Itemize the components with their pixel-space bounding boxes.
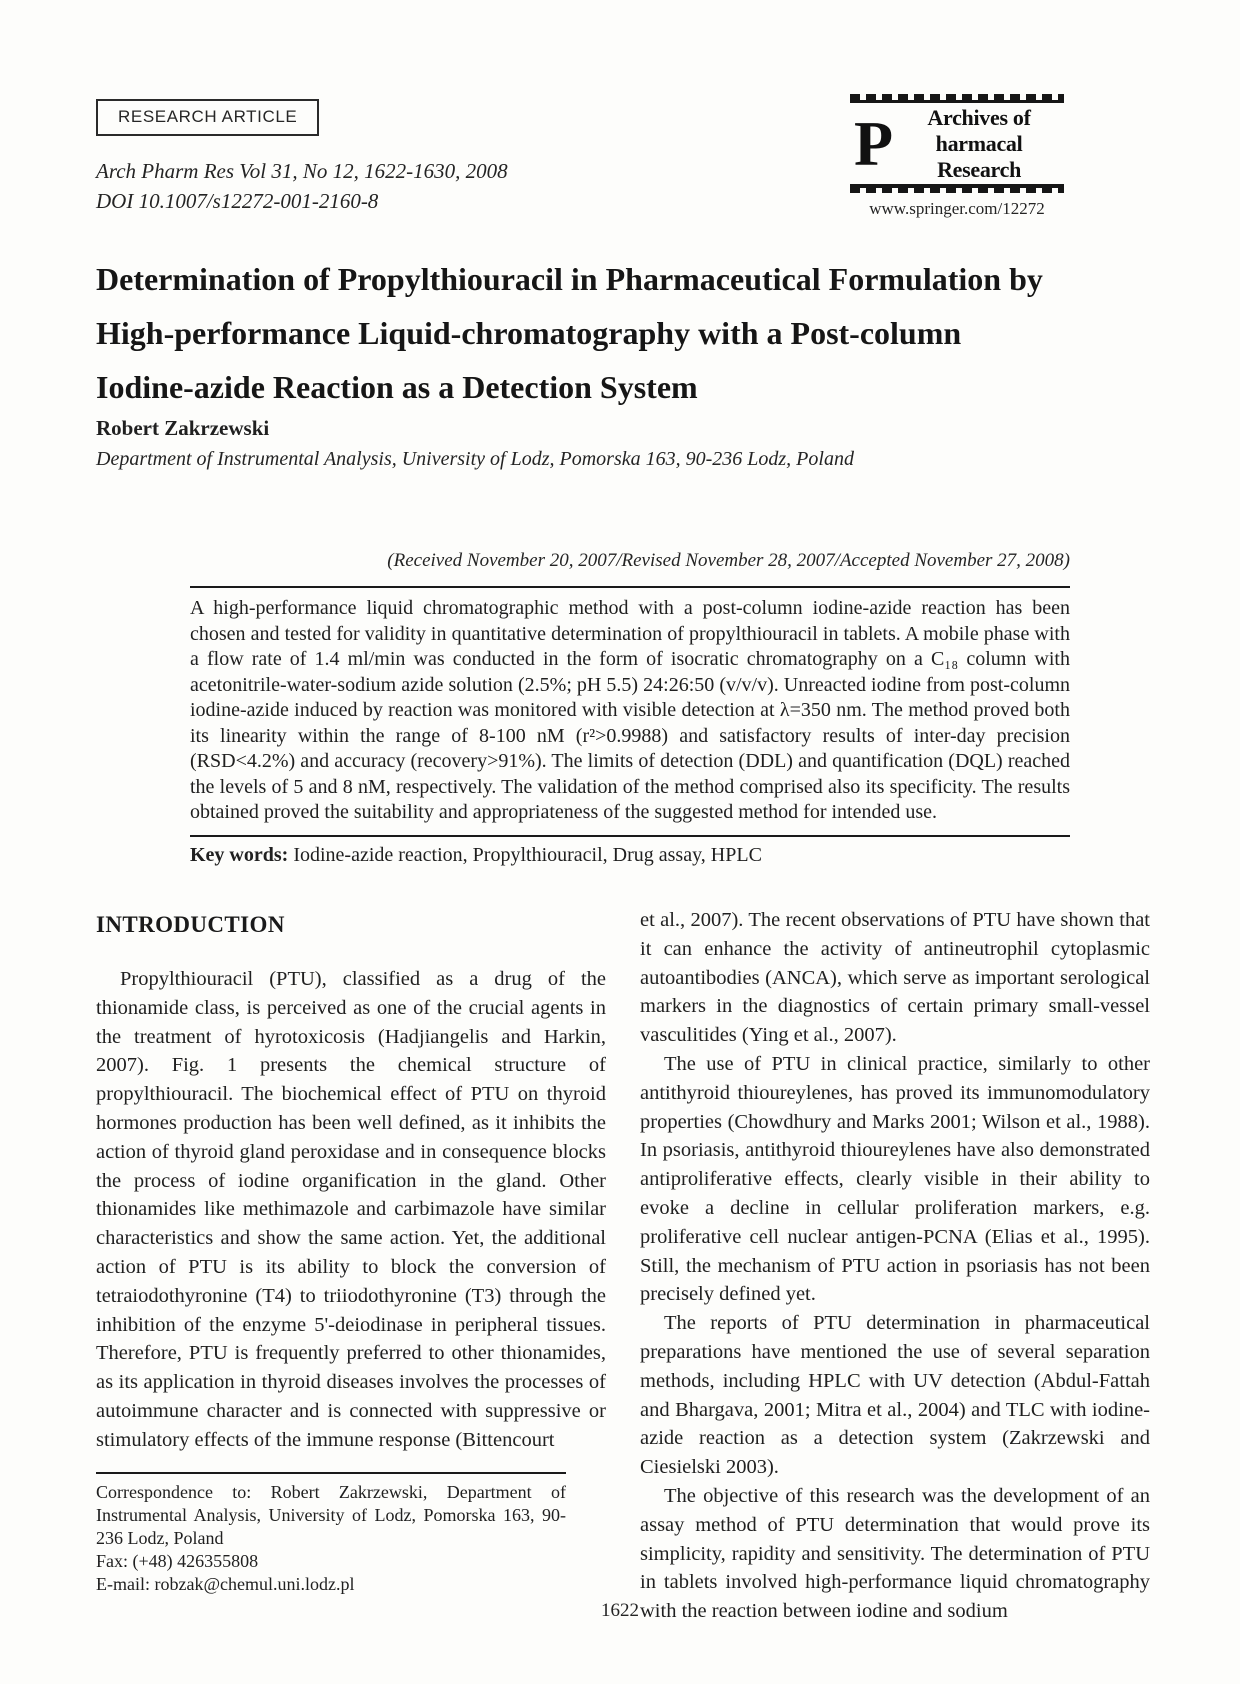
logo-body	[850, 103, 1064, 184]
author-name: Robert Zakrzewski	[96, 416, 270, 440]
publisher-url: www.springer.com/12272	[869, 199, 1045, 218]
keywords-line	[190, 844, 1070, 867]
author-affiliation: Department of Instrumental Analysis, University of Lodz, Pomorska 163, 90-236 Lodz, Poland	[96, 448, 854, 470]
paper-title-line-2: High-performance Liquid-chromatography with a Post-column	[96, 315, 962, 351]
intro-paragraph-right-1: et al., 2007). The recent observations of PTU have shown that it can enhance the activity of antineutrophil cytoplasmic autoantibodies (ANCA), which serve as important serological markers in the diagnostics of certain primary small-vessel vasculitides (Ying et al., 2007).	[640, 909, 1150, 1047]
abstract-text: A high-performance liquid chromatographic method with a post-column iodine-azide reaction has been chosen and tested for validity in quantitative determination of propylthiouracil in tablets. A mobile phase with a flow rate of 1.4 ml/min was conducted in the form of isocratic chromatography on a C₁₈ column with acetonitrile-water-sodium azide solution (2.5%; pH 5.5) 24:26:50 (v/v/v). Unreacted iodine from post-column iodine-azide induced by reaction was monitored with visible detection at λ=350 nm. The method proved both its linearity within the range of 8-100 nM (r²>0.9988) and satisfactory results of inter-day precision (RSD<4.2%) and accuracy (recovery>91%). The limits of detection (DDL) and quantification (DQL) reached the levels of 5 and 8 nM, respectively. The validation of the method comprised also its specificity. The results obtained proved the suitability and appropriateness of the suggested method for intended use.	[190, 597, 1070, 823]
intro-paragraph-left: Propylthiouracil (PTU), classified as a drug of the thionamide class, is perceived as one of the crucial agents in the treatment of hyrotoxicosis (Hadjiangelis and Harkin, 2007). Fig. 1 presents the chemical structure of propylthiouracil. The biochemical effect of PTU on thyroid hormones production has been well defined, as it inhibits the action of thyroid gland peroxidase and in consequence blocks the process of iodine organification in the gland. Other thionamides like methimazole and carbimazole have similar characteristics and show the same action. Yet, the additional action of PTU is its ability to block the conversion of tetraiodothyronine (T4) to triiodothyronine (T3) through the inhibition of the enzyme 5'-deiodinase in peripheral tissues. Therefore, PTU is frequently preferred to other thionamides, as its application in thyroid diseases involves the processes of autoimmune character and is connected with suppressive or stimulatory effects of the immune response (Bittencourt	[96, 968, 606, 1451]
email-line: E-mail: robzak@chemul.uni.lodz.pl	[96, 1574, 355, 1594]
publisher-logo	[850, 94, 1064, 219]
received-revised-accepted-dates: (Received November 20, 2007/Revised November 28, 2007/Accepted November 27, 2008)	[387, 550, 1070, 571]
correspondence-note	[96, 1472, 566, 1596]
intro-right-column	[640, 906, 1150, 1626]
intro-paragraph-right-3: The reports of PTU determination in pharmaceutical preparations have mentioned the use of several separation methods, including HPLC with UV detection (Abdul-Fattah and Bhargava, 2001; Mitra et al., 2004) and TLC with iodine-azide reaction as a detection system (Zakrzewski and Ciesielski 2003).	[640, 1312, 1150, 1479]
logo-line-1: Archives of	[927, 105, 1031, 130]
paper-title	[96, 252, 1156, 414]
fax-line: Fax: (+48) 426355808	[96, 1551, 259, 1571]
abstract-bottom-rule	[190, 835, 1070, 837]
logo-border-top	[850, 94, 1064, 103]
abstract-top-rule	[190, 586, 1070, 588]
research-article-badge: RESEARCH ARTICLE	[96, 99, 319, 136]
section-heading-introduction: INTRODUCTION	[96, 912, 285, 937]
logo-initial-p: P	[854, 108, 894, 179]
paper-title-line-3: Iodine-azide Reaction as a Detection System	[96, 369, 698, 405]
keywords-label: Key words:	[190, 843, 289, 866]
journal-citation	[96, 156, 508, 216]
logo-text	[896, 105, 1062, 183]
abstract-section	[190, 550, 1070, 867]
footnote-rule	[96, 1472, 566, 1474]
intro-paragraph-right-2: The use of PTU in clinical practice, similarly to other antithyroid thioureylenes, has proved its immunomodulatory properties (Chowdhury and Marks 2001; Wilson et al., 1988). In psoriasis, antithyroid thioureylenes have also demonstrated antiproliferative effects, clearly visible in their ability to evoke a decline in cellular proliferation markers, e.g. proliferative cell nuclear antigen-PCNA (Elias et al., 1995). Still, the mechanism of PTU action in psoriasis has not been precisely defined yet.	[640, 1052, 1150, 1306]
correspondence-text: Correspondence to: Robert Zakrzewski, Department of Instrumental Analysis, University of Lodz, Pomorska 163, 90-236 Lodz, Poland	[96, 1482, 566, 1548]
doi-line: DOI 10.1007/s12272-001-2160-8	[96, 189, 379, 213]
logo-border-bottom	[850, 184, 1064, 193]
intro-paragraph-right-4: The objective of this research was the development of an assay method of PTU determination that would prove its simplicity, rapidity and sensitivity. The determination of PTU in tablets involved high-performance liquid chromatography with the reaction between iodine and sodium	[640, 1484, 1150, 1623]
logo-line-2: harmacal Research	[935, 131, 1023, 182]
journal-volume-line: Arch Pharm Res Vol 31, No 12, 1622-1630, 2008	[96, 159, 508, 183]
keywords-text: Iodine-azide reaction, Propylthiouracil, Drug assay, HPLC	[288, 843, 762, 866]
paper-title-line-1: Determination of Propylthiouracil in Pharmaceutical Formulation by	[96, 261, 1043, 297]
page-number: 1622	[601, 1600, 639, 1621]
